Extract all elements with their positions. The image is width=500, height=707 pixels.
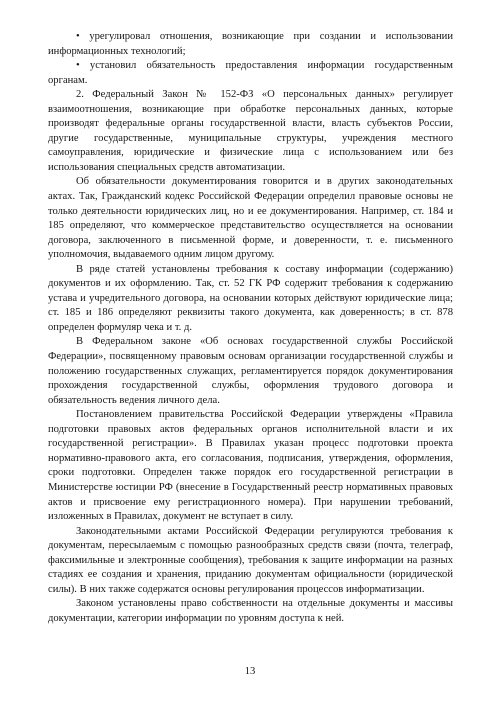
- body-paragraph: 2. Федеральный Закон № 152-ФЗ «О персональных данных» регулирует взаимоотношения, возникающие при обработке персональных данных, которые производят федеральные органы государственной власти, власть субъектов России, другие государственные, муниципальные структуры, учреждения местного самоуправления, юридические и физические лица с использованием или без использования специальных средств автоматизации.: [48, 89, 453, 173]
- body-paragraph: Об обязательности документирования говорится и в других законодательных актах. Так, Гражданский кодекс Российской Федерации определил правовые основы не только деятельности юридических лиц, но и ее документирования. Например, ст. 184 и 185 определяют, что коммерческое представительство осуществляется на основании договора, заключенного в письменной форме, и доверенности, т. е. письменного уполномочия, выдаваемого одним лицом другому.: [48, 176, 453, 261]
- page-number: 13: [244, 666, 256, 677]
- body-paragraph: В ряде статей установлены требования к составу информации (содержанию) документов и их оформлению. Так, ст. 52 ГК РФ содержит требования к содержанию устава и учредительного договора, на основании которых действуют юридические лица; ст. 185 и 186 определяют реквизиты такого документа, как доверенность; в ст. 878 определен формуляр чека и т. д.: [48, 263, 453, 333]
- body-paragraph: В Федеральном законе «Об основах государственной службы Российской Федерации», посвященному правовым основам организации государственной службы и положению государственных служащих, регламентируется порядок документирования прохождения государственной службы, оформления трудового договора и обязательность ведения личного дела.: [48, 336, 453, 406]
- bullet-paragraph: • установил обязательность предоставления информации государственным органам.: [48, 60, 453, 86]
- body-text: [48, 30, 453, 626]
- body-paragraph: Законодательными актами Российской Федерации регулируются требования к документам, пересылаемым с помощью разнообразных средств связи (почта, телеграф, факсимильные и электронные сообщения), требования к защите информации на разных стадиях ее создания и хранения, приданию документам официальности (юридической силы). В них также содержатся основы регулирования процессов информатизации.: [48, 525, 453, 595]
- bullet-paragraph: • урегулировал отношения, возникающие при создании и использовании информационных технологий;: [48, 31, 453, 57]
- body-paragraph: Постановлением правительства Российской Федерации утверждены «Правила подготовки правовых актов федеральных органов исполнительной власти и их государственной регистрации». В Правилах указан процесс подготовки проекта нормативно-правового акта, его согласования, подписания, утверждения, оформления, сроки подготовки. Определен также порядок его государственной регистрации в Министерстве юстиции РФ (внесение в Государственный реестр нормативных правовых актов и присвоение ему регистрационного номера). При нарушении требований, изложенных в Правилах, документ не вступает в силу.: [48, 409, 453, 523]
- body-paragraph: Законом установлены право собственности на отдельные документы и массивы документации, категории информации по уровням доступа к ней.: [48, 598, 453, 624]
